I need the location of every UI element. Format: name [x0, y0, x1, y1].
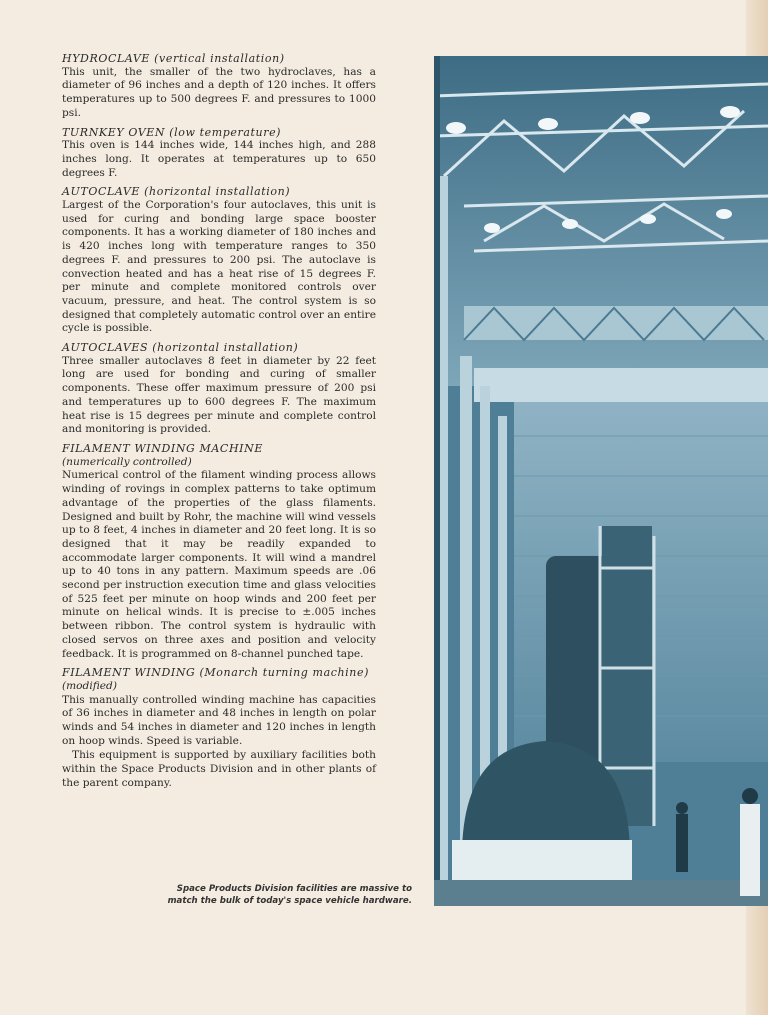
facility-illustration — [434, 56, 768, 906]
section-heading: FILAMENT WINDING MACHINE — [62, 441, 263, 455]
section-hydroclave — [62, 52, 376, 121]
section-heading: TURNKEY OVEN (low temperature) — [62, 125, 282, 139]
section-filament-winding-monarch — [62, 666, 376, 790]
section-autoclaves — [62, 341, 376, 437]
workers — [676, 788, 760, 896]
section-body: Three smaller autoclaves 8 feet in diameter by 22 feet long are used for bonding and curing of smaller components. These offer maximum pressure of 200 psi and temperatures up to 600 degrees F. The maximum heat rise is 15 degrees per minute and complete control and monitoring is provided. — [62, 354, 376, 436]
facility-photo — [434, 56, 768, 906]
section-body: This unit, the smaller of the two hydroclaves, has a diameter of 96 inches and a depth of 120 inches. It offers temperatures up to 500 degrees F. and pressures to 1000 psi. — [62, 65, 376, 119]
section-turnkey-oven — [62, 126, 376, 181]
section-body: Largest of the Corporation's four autoclaves, this unit is used for curing and bonding large space booster components. It has a working diameter of 180 inches and is 420 inches long with temperature ranges to 350 degrees F. and pressures to 200 psi. The autoclave is convection heated and has a heat rise of 15 degrees F. per minute and complete monitored controls over vacuum, pressure, and heat. The control system is so designed that completely automatic control over an entire cycle is possible. — [62, 199, 376, 335]
section-body: This oven is 144 inches wide, 144 inches high, and 288 inches long. It operates at temperatures up to 650 degrees F. — [62, 139, 376, 179]
section-body-continued: This equipment is supported by auxiliary facilities both within the Space Products Division and in other plants of the parent company. — [62, 749, 376, 789]
text-column — [62, 52, 376, 796]
section-heading: FILAMENT WINDING (Monarch turning machine) — [62, 666, 369, 680]
section-heading: AUTOCLAVES (horizontal installation) — [62, 341, 299, 355]
section-body: This manually controlled winding machine has capacities of 36 inches in diameter and 48 inches in length on polar winds and 54 inches in diameter and 120 inches in length on hoop winds. Speed is variable. — [62, 693, 376, 747]
floor — [434, 880, 768, 906]
section-heading: AUTOCLAVE (horizontal installation) — [62, 185, 291, 199]
section-subheading: (modified) — [62, 679, 117, 692]
section-heading: HYDROCLAVE (vertical installation) — [62, 52, 285, 65]
section-filament-winding-machine — [62, 442, 376, 661]
section-subheading: (numerically controlled) — [62, 455, 192, 468]
left-shadow — [434, 56, 440, 906]
section-body: Numerical control of the filament winding process allows winding of rovings in complex patterns to take optimum advantage of the properties of the glass filaments. Designed and built by Rohr, the machine will wind vessels up to 8 feet, 4 inches in diameter and 20 feet long. It is so designed that it may be readily expanded to accommodate larger components. It will wind a mandrel up to 40 tons in any pattern. Maximum speeds are .06 second per instruction execution time and glass velocities of 525 feet per minute on hoop winds and 200 feet per minute on helical winds. It is precise to ±.005 inches between ribbon. The control system is hydraulic with closed servos on three axes and position and velocity feedback. It is programmed on 8-channel punched tape. — [62, 469, 376, 660]
upper-beam — [474, 368, 768, 402]
section-autoclave — [62, 185, 376, 336]
dome-base-ring — [452, 840, 632, 880]
photo-caption: Space Products Division facilities are massive to match the bulk of today's space vehicle hardware. — [167, 884, 412, 906]
